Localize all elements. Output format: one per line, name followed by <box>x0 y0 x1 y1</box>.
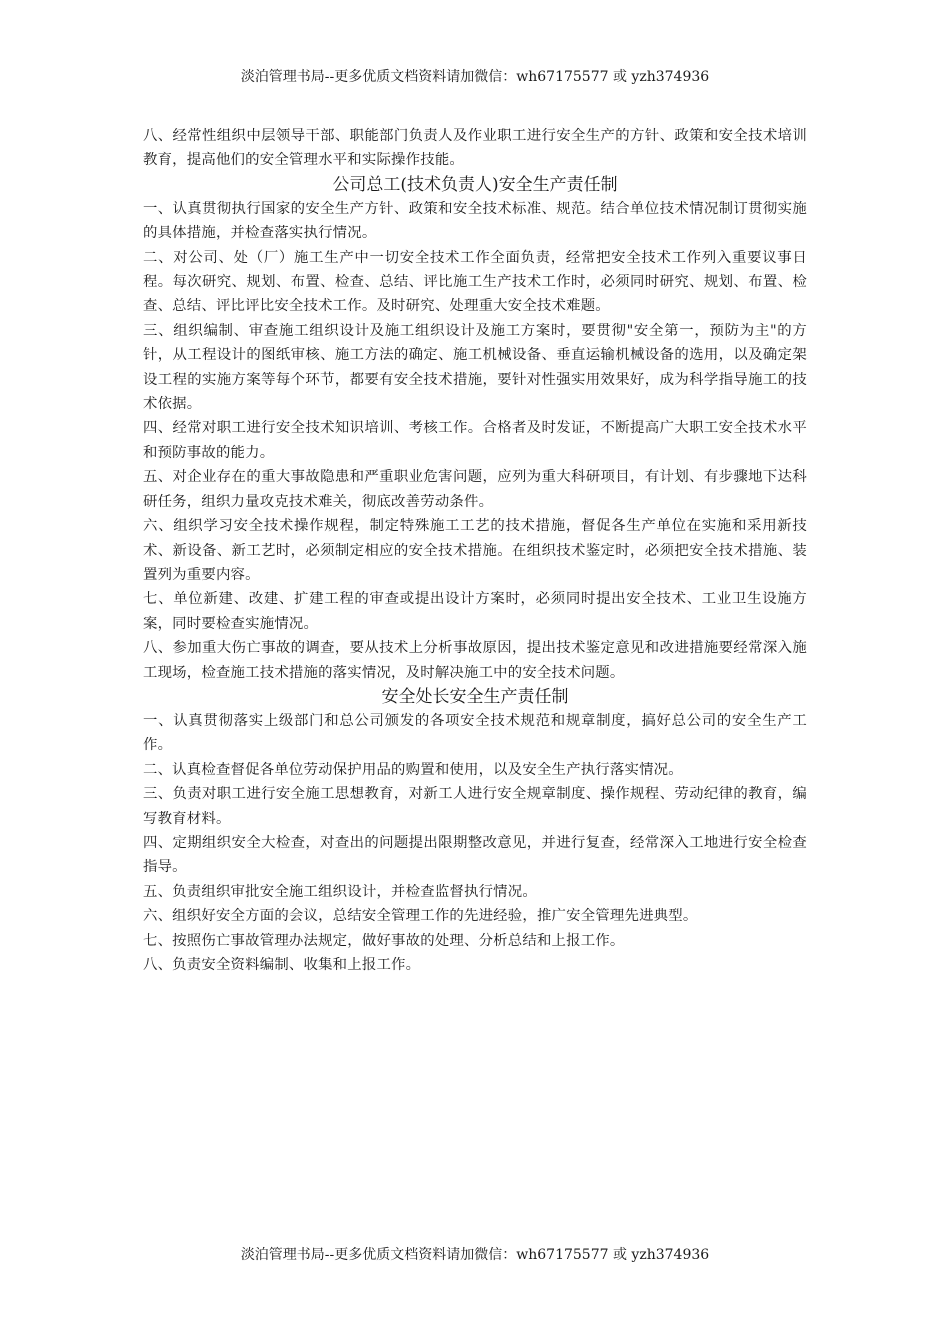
list-item: 一、认真贯彻落实上级部门和总公司颁发的各项安全技术规范和规章制度，搞好总公司的安全生产工作。 <box>143 712 807 754</box>
section-chief-engineer-body <box>143 197 807 685</box>
list-item: 六、组织好安全方面的会议，总结安全管理工作的先进经验，推广安全管理先进典型。 <box>143 908 698 925</box>
page-footer: 淡泊管理书局--更多优质文档资料请加微信：wh67175577 或 yzh374936 <box>240 1247 710 1263</box>
page-header: 淡泊管理书局--更多优质文档资料请加微信：wh67175577 或 yzh374936 <box>240 69 710 85</box>
list-item: 二、认真检查督促各单位劳动保护用品的购置和使用，以及安全生产执行落实情况。 <box>143 761 683 778</box>
list-item: 五、对企业存在的重大事故隐患和严重职业危害问题，应列为重大科研项目，有计划、有步骤地下达科研任务，组织力量攻克技术难关，彻底改善劳动条件。 <box>143 469 807 510</box>
list-item: 六、组织学习安全技术操作规程，制定特殊施工工艺的技术措施，督促各生产单位在实施和采用新技术、新设备、新工艺时，必须制定相应的安全技术措施。在组织技术鉴定时，必须把安全技术措施、装置列为重要内容。 <box>143 518 807 583</box>
list-item: 八、负责安全资料编制、收集和上报工作。 <box>143 957 421 973</box>
list-item: 一、认真贯彻执行国家的安全生产方针、政策和安全技术标准、规范。结合单位技术情况制订贯彻实施的具体措施，并检查落实执行情况。 <box>143 200 807 242</box>
list-item: 七、按照伤亡事故管理办法规定，做好事故的处理、分析总结和上报工作。 <box>143 932 625 949</box>
list-item: 四、经常对职工进行安全技术知识培训、考核工作。合格者及时发证，不断提高广大职工安全技术水平和预防事故的能力。 <box>143 420 807 461</box>
section-title-chief-engineer: 公司总工(技术负责人)安全生产责任制 <box>332 174 618 195</box>
list-item: 五、负责组织审批安全施工组织设计，并检查监督执行情况。 <box>143 883 537 900</box>
list-item: 三、负责对职工进行安全施工思想教育，对新工人进行安全规章制度、操作规程、劳动纪律的教育，编写教育材料。 <box>143 786 807 827</box>
list-item: 二、对公司、处（厂）施工生产中一切安全技术工作全面负责，经常把安全技术工作列入重要议事日程。每次研究、规划、布置、检查、总结、评比施工生产技术工作时，必须同时研究、规划、布置、检查、总结、评比评比安全技术工作。及时研究、处理重大安全技术难题。 <box>143 249 807 315</box>
section-safety-director-body <box>143 709 807 977</box>
section-title-safety-director: 安全处长安全生产责任制 <box>381 686 569 707</box>
list-item: 八、参加重大伤亡事故的调查，要从技术上分析事故原因，提出技术鉴定意见和改进措施要经常深入施工现场，检查施工技术措施的落实情况，及时解决施工中的安全技术问题。 <box>143 640 807 681</box>
list-item: 七、单位新建、改建、扩建工程的审查或提出设计方案时，必须同时提出安全技术、工业卫生设施方案，同时要检查实施情况。 <box>143 591 807 632</box>
document-body <box>143 124 807 977</box>
list-item: 四、定期组织安全大检查，对查出的问题提出限期整改意见，并进行复查，经常深入工地进行安全检查指导。 <box>143 834 807 876</box>
list-item: 三、组织编制、审查施工组织设计及施工组织设计及施工方案时，要贯彻"安全第一，预防为主"的方针，从工程设计的图纸审核、施工方法的确定、施工机械设备、垂直运输机械设备的选用，以及确定架设工程的实施方案等每个环节，都要有安全技术措施，要针对性强实用效果好，成为科学指导施工的技术依据。 <box>143 322 807 413</box>
intro-paragraph: 八、经常性组织中层领导干部、职能部门负责人及作业职工进行安全生产的方针、政策和安全技术培训教育，提高他们的安全管理水平和实际操作技能。 <box>143 128 807 169</box>
